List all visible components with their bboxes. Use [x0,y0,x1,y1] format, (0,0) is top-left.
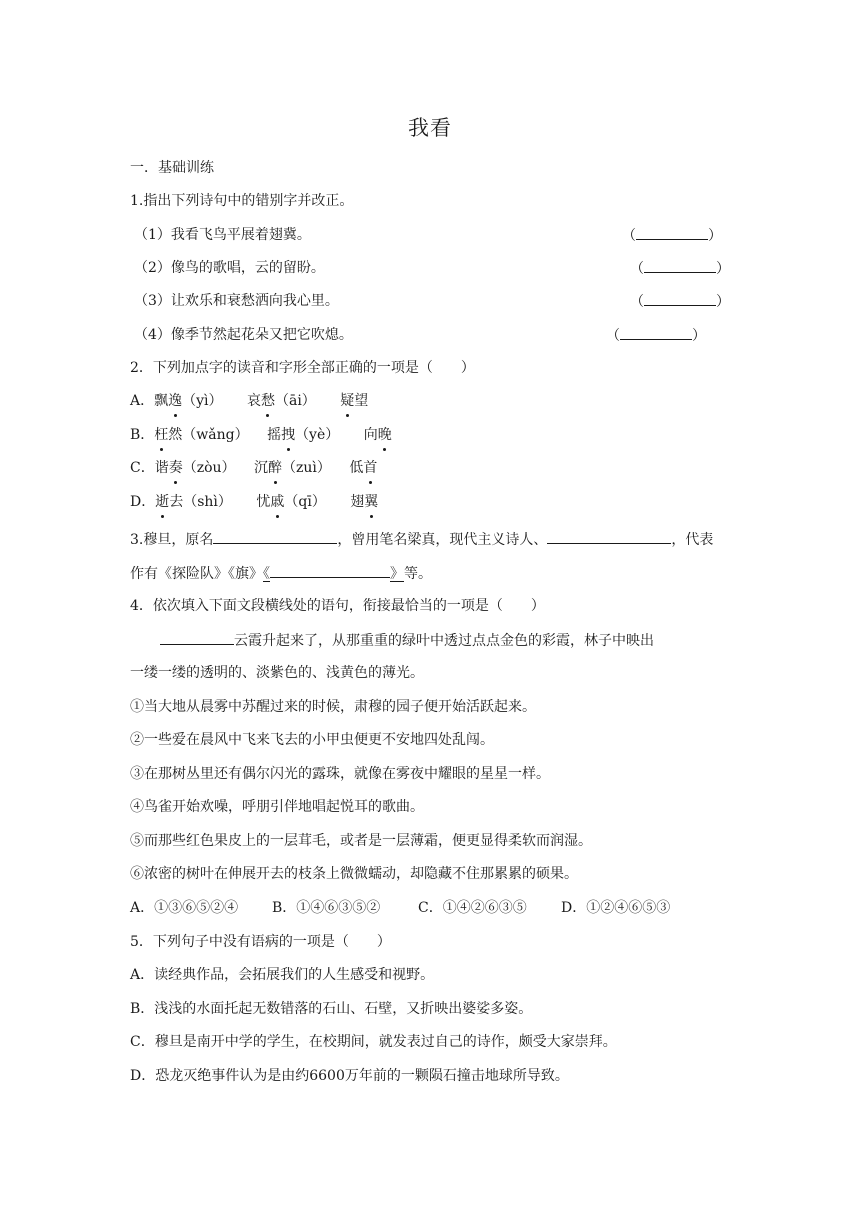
q4-option-a[interactable]: A．①③⑥⑤②④ [130,900,239,916]
q1-answer-4: （ ） [606,325,706,346]
q1-answer-2: （ ） [630,258,730,279]
fill-blank[interactable] [270,563,390,578]
q1-item-2: （2）像鸟的歌唱，云的留盼。 [134,260,325,276]
answer-blank[interactable] [620,325,692,340]
q4-item-3: ③在那树丛里还有偶尔闪光的露珠，就像在雾夜中耀眼的星星一样。 [130,766,550,782]
q1-answer-3: （ ） [630,291,730,312]
section-heading: 一．基础训练 [130,160,214,176]
q4-option-c[interactable]: C．①④②⑥③⑤ [418,900,527,916]
q3-line-1: 3.穆旦，原名 ，曾用笔名梁真，现代主义诗人、 ，代表 [130,529,713,550]
q5-stem: 5．下列句子中没有语病的一项是（ ） [130,934,391,950]
q4-option-b[interactable]: B．①④⑥③⑤② [272,900,381,916]
fill-blank[interactable] [160,630,234,645]
q4-stem: 4．依次填入下面文段横线处的语句，衔接最恰当的一项是（ ） [130,598,545,614]
q1-answer-1: （ ） [622,225,722,246]
q4-item-4: ④鸟雀开始欢噪，呼朋引伴地唱起悦耳的歌曲。 [130,799,424,815]
q2-option-d: D．逝去（shì） 忧戚（qī） 翅翼 [130,494,379,510]
q4-item-6: ⑥浓密的树叶在伸展开去的枝条上微微蠕动，却隐藏不住那累累的硕果。 [130,866,578,882]
fill-blank[interactable] [213,529,337,544]
q1-stem: 1.指出下列诗句中的错别字并改正。 [130,193,354,209]
q1-item-4: （4）像季节然起花朵又把它吹熄。 [134,327,353,343]
q5-option-b[interactable]: B．浅浅的水面托起无数错落的石山、石壁，又折映出婆娑多姿。 [130,1001,533,1017]
page-title: 我看 [408,116,452,140]
fill-blank[interactable] [547,529,671,544]
answer-blank[interactable] [636,225,708,240]
q4-options [130,898,670,918]
q2-option-b: B．枉然（wǎng） 摇拽（yè） 向晚 [130,427,392,443]
q4-item-2: ②一些爱在晨风中飞来飞去的小甲虫便更不安地四处乱闯。 [130,732,494,748]
q2-option-c: C．谐奏（zòu） 沉醉（zuì） 低首 [130,460,378,476]
q1-item-1: （1）我看飞鸟平展着翅冀。 [134,227,311,243]
q2-option-a: A．飘逸（yì） 哀愁（āi） 疑望 [130,393,369,409]
q4-passage-line-2: 一缕一缕的透明的、淡紫色的、浅黄色的薄光。 [130,665,424,681]
q5-option-c[interactable]: C．穆旦是南开中学的学生，在校期间，就发表过自己的诗作，颇受大家崇拜。 [130,1034,617,1050]
q2-stem: 2．下列加点字的读音和字形全部正确的一项是（ ） [130,360,475,376]
q3-line-2: 作有《探险队》《旗》《 》等。 [130,563,432,584]
q4-item-1: ①当大地从晨雾中苏醒过来的时候，肃穆的园子便开始活跃起来。 [130,699,536,715]
q5-option-a[interactable]: A．读经典作品，会拓展我们的人生感受和视野。 [130,967,435,983]
answer-blank[interactable] [644,258,716,273]
answer-blank[interactable] [644,291,716,306]
q5-option-d[interactable]: D．恐龙灭绝事件认为是由约6600万年前的一颗陨石撞击地球所导致。 [130,1068,569,1084]
q4-passage-line-1: 云霞升起来了，从那重重的绿叶中透过点点金色的彩霞，林子中映出 [160,630,654,651]
q1-item-3: （3）让欢乐和衰愁洒向我心里。 [134,293,339,309]
q4-option-d[interactable]: D．①②④⑥⑤③ [561,900,671,916]
q4-item-5: ⑤而那些红色果皮上的一层茸毛，或者是一层薄霜，便更显得柔软而润湿。 [130,833,592,849]
